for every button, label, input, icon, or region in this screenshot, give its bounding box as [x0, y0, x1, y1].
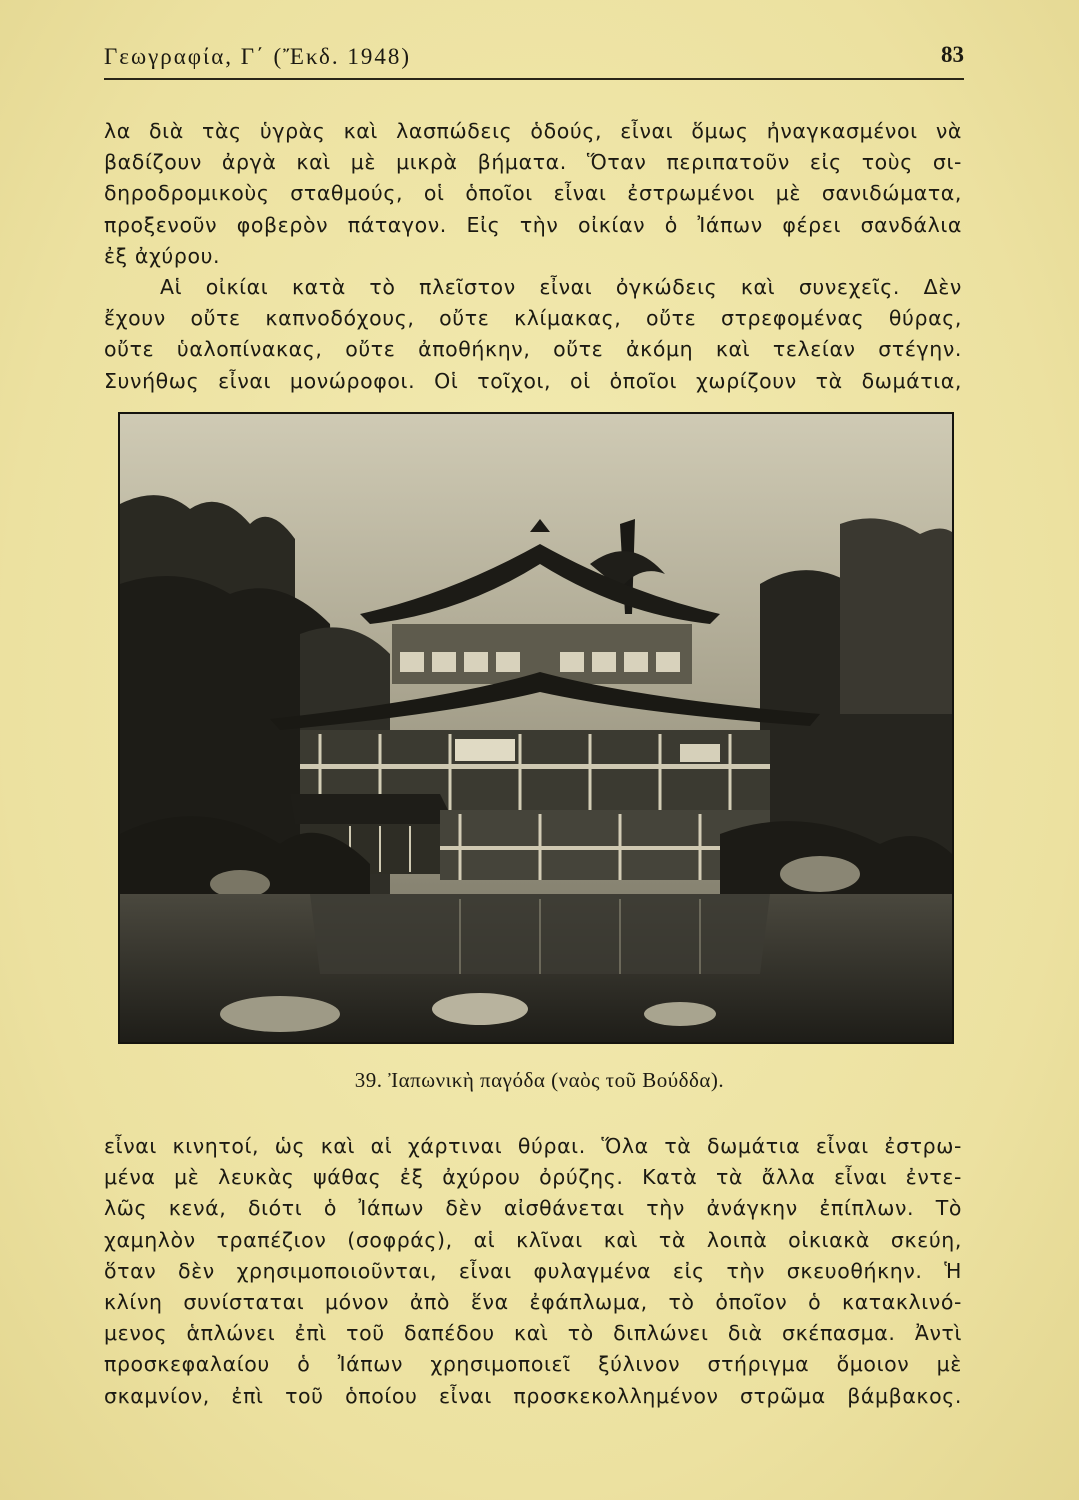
text-line: εἶναι κινητοί, ὡς καὶ αἱ χάρτιναι θύραι. Ὅλα τὰ δωμάτια εἶναι ἐστρω- — [104, 1134, 962, 1158]
text-line: Αἱ οἰκίαι κατὰ τὸ πλεῖστον εἶναι ὀγκώδεις καὶ συνεχεῖς. Δὲν — [160, 274, 962, 299]
pagoda-photograph — [118, 412, 954, 1044]
text-line: ἔχουν οὔτε καπνοδόχους, οὔτε κλίμακας, οὔτε στρεφομένας θύρας, — [104, 306, 962, 331]
text-line: λῶς κενά, διότι ὁ Ἰάπων δὲν αἰσθάνεται τὴν ἀνάγκην ἐπίπλων. Τὸ — [104, 1196, 962, 1221]
page-number: 83 — [941, 42, 964, 67]
text-line: προξενοῦν φοβερὸν πάταγον. Εἰς τὴν οἰκίαν ὁ Ἰάπων φέρει σανδάλια — [104, 212, 962, 237]
text-line: μενος ἁπλώνει ἐπὶ τοῦ δαπέδου καὶ τὸ διπλώνει διὰ σκέπασμα. Ἀντὶ — [104, 1321, 962, 1346]
text-line: σκαμνίον, ἐπὶ τοῦ ὁποίου εἶναι προσκεκολλημένον στρῶμα βάμβακος. — [104, 1383, 962, 1408]
text-line: χαμηλὸν τραπέζιον (σοφράς), αἱ κλῖναι καὶ τὰ λοιπὰ οἰκιακὰ σκεύη, — [104, 1227, 962, 1252]
text-block-bottom — [104, 1131, 962, 1412]
text-line: μένα μὲ λευκὰς ψάθας ἐξ ἀχύρου ὀρύζης. Κατὰ τὰ ἄλλα εἶναι ἐντε- — [104, 1165, 962, 1190]
text-line: βαδίζουν ἀργὰ καὶ μὲ μικρὰ βήματα. Ὅταν περιπατοῦν εἰς τοὺς σι- — [104, 150, 962, 175]
figure-caption: 39. Ἰαπωνικὴ παγόδα (ναὸς τοῦ Βούδδα). — [354, 1068, 725, 1092]
text-line: ὅταν δὲν χρησιμοποιοῦνται, εἶναι φυλαγμένα εἰς τὴν σκευοθήκην. Ἡ — [104, 1258, 962, 1283]
pagoda-illustration — [120, 414, 952, 1042]
text-line: Συνήθως εἶναι μονώροφοι. Οἱ τοῖχοι, οἱ ὁποῖοι χωρίζουν τὰ δωμάτια, — [104, 368, 962, 393]
text-line: δηροδρομικοὺς σταθμούς, οἱ ὁποῖοι εἶναι ἐστρωμένοι μὲ σανιδώματα, — [104, 181, 962, 206]
text-line: οὔτε ὑαλοπίνακας, οὔτε ἀποθήκην, οὔτε ἀκόμη καὶ τελείαν στέγην. — [104, 337, 962, 362]
text-block-top — [104, 116, 962, 397]
text-line: λα διὰ τὰς ὑγρὰς καὶ λασπώδεις ὁδούς, εἶναι ὅμως ἠναγκασμένοι νὰ — [104, 119, 962, 143]
text-line: προσκεφαλαίου ὁ Ἰάπων χρησιμοποιεῖ ξύλινον στήριγμα ὅμοιον μὲ — [104, 1352, 962, 1377]
page-header — [104, 40, 964, 80]
text-line: κλίνη συνίσταται μόνον ἀπὸ ἕνα ἐφάπλωμα, τὸ ὁποῖον ὁ κατακλινό- — [104, 1289, 962, 1314]
running-head: Γεωγραφία, Γ΄ (Ἔκδ. 1948) — [104, 44, 412, 69]
text-line: ἐξ ἀχύρου. — [104, 243, 221, 268]
